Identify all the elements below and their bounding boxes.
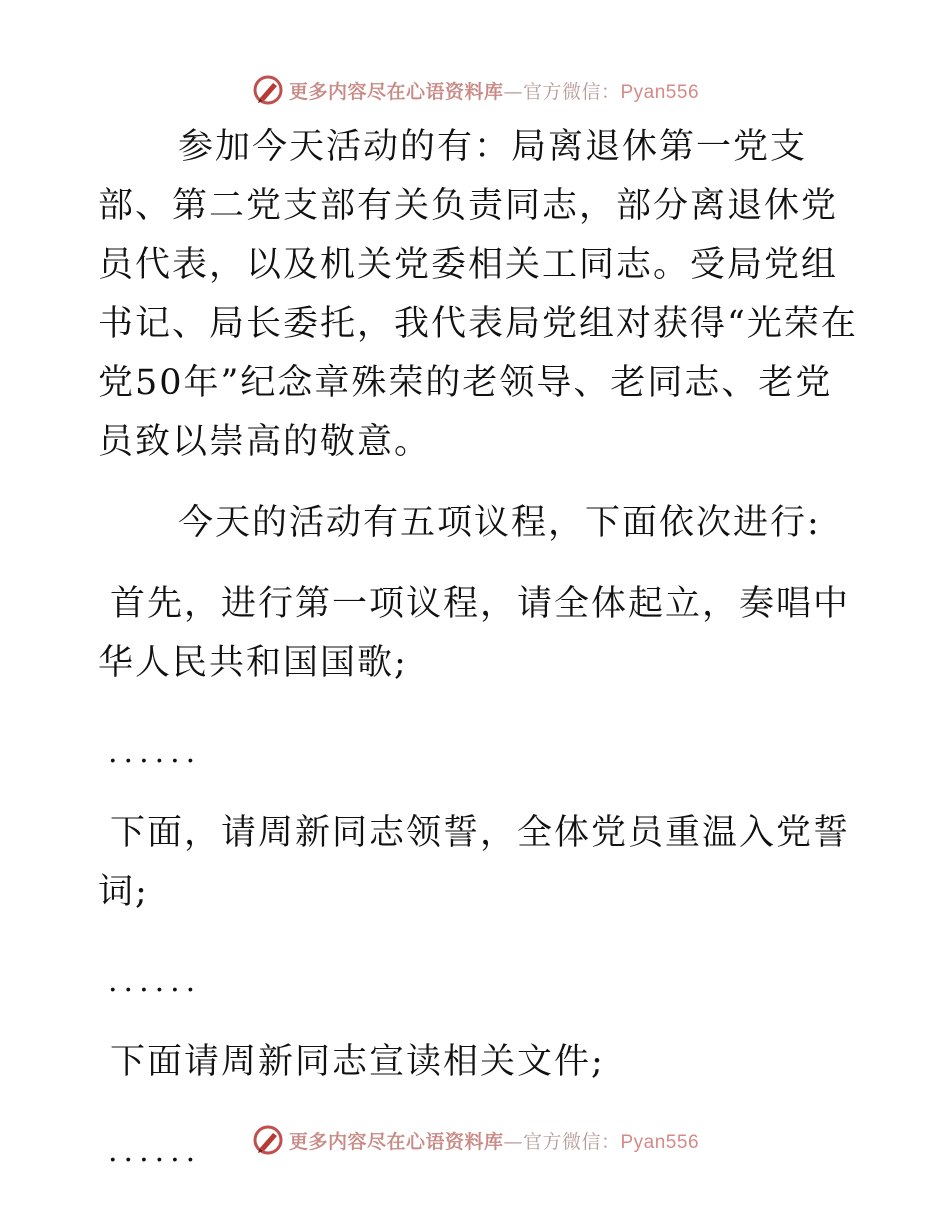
ellipsis-1: ...... <box>108 735 202 770</box>
watermark-sub: —官方微信： <box>503 80 621 103</box>
paragraph-anthem: 首先，进行第一项议程，请全体起立，奏唱中华人民共和国国歌; <box>98 584 851 683</box>
document-body <box>98 118 858 1181</box>
pen-logo-icon <box>251 1123 285 1157</box>
pen-logo-icon <box>251 73 285 107</box>
watermark-text <box>289 77 699 104</box>
watermark-main: 更多内容尽在心语资料库 <box>288 1130 504 1153</box>
watermark-sub: —官方微信： <box>503 1130 621 1153</box>
paragraph-agenda-intro: 今天的活动有五项议程，下面依次进行: <box>178 503 821 543</box>
watermark-main: 更多内容尽在心语资料库 <box>288 80 504 103</box>
watermark-text <box>289 1127 699 1154</box>
paragraph-documents: 下面请周新同志宣读相关文件; <box>110 1042 605 1082</box>
ellipsis-2: ...... <box>108 964 202 999</box>
watermark-id: Pyan556 <box>620 1131 700 1153</box>
watermark-header <box>0 70 950 110</box>
ellipsis-3: ...... <box>108 1134 202 1169</box>
watermark-footer <box>0 1120 950 1160</box>
paragraph-attendees: 参加今天活动的有：局离退休第一党支部、第二党支部有关负责同志，部分离退休党员代表，以及机关党委相关工同志。受局党组书记、局长委托，我代表局党组对获得“光荣在党50年”纪念章殊荣的老领导、老同志、老党员致以崇高的敬意。 <box>98 127 858 462</box>
paragraph-oath: 下面，请周新同志领誓，全体党员重温入党誓词; <box>98 813 851 912</box>
watermark-id: Pyan556 <box>620 81 700 103</box>
